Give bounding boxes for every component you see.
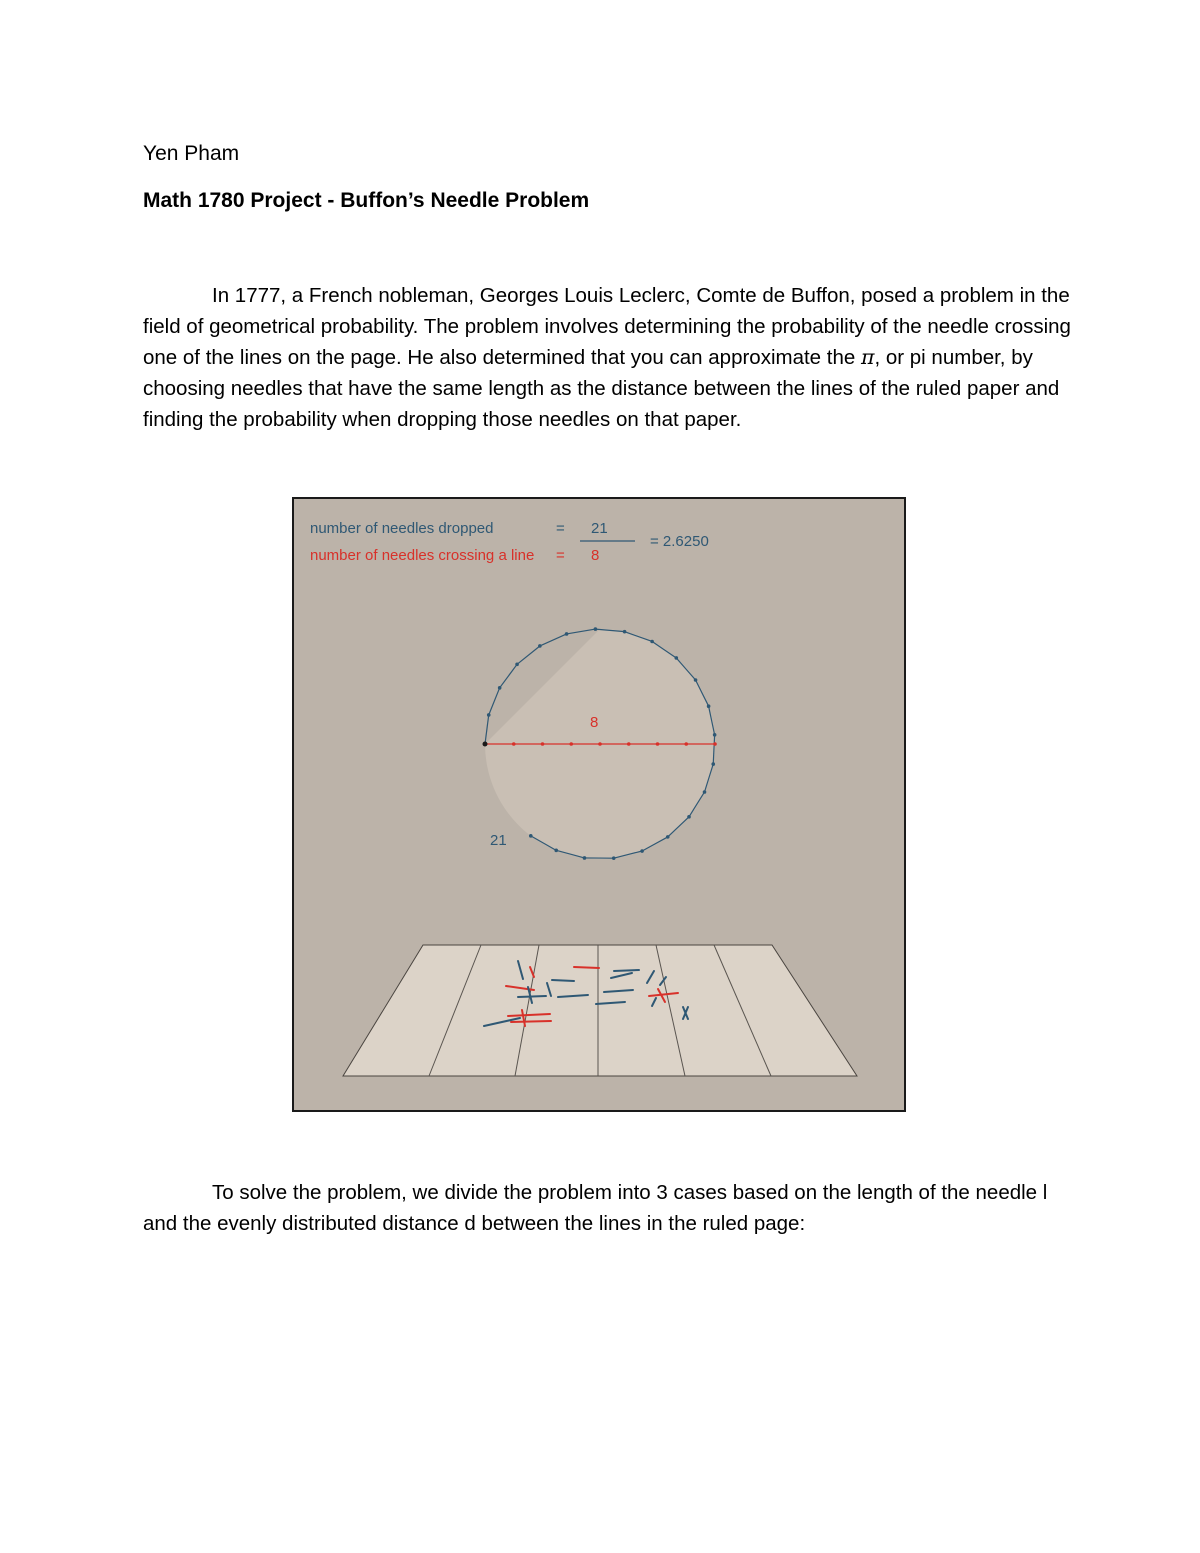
needles-dropped-value: 21 [591, 520, 608, 537]
diameter-needle-joint [713, 742, 717, 746]
diameter-needle-joint [656, 742, 660, 746]
needle-circle [483, 627, 717, 860]
diameter-needle-joint [627, 742, 631, 746]
document-title: Math 1780 Project - Buffon’s Needle Problem [143, 189, 590, 212]
arc-needle-segment [500, 664, 517, 688]
needles-crossing-value: 8 [591, 547, 600, 564]
needle-blue [518, 996, 546, 997]
needle-blue [552, 980, 574, 981]
cases-intro-paragraph: To solve the problem, we divide the problem into 3 cases based on the length of the needle l and the evenly distributed distance d between the lines in the ruled page: [143, 1181, 1048, 1235]
diameter-needle-joint [598, 742, 602, 746]
arc-needle-segment [567, 629, 596, 634]
intro-text-part2: , or pi number, by choosing needles that have the same length as the distance between the lines of the ruled paper and finding the probability when dropping those needles on that paper. [143, 346, 1060, 431]
arc-needle-segment [540, 634, 567, 646]
arc-needle-segment [485, 715, 489, 744]
intro-paragraph [143, 280, 1073, 435]
paper-sheet [343, 945, 857, 1076]
arc-needle-joint [529, 834, 533, 838]
simulation-canvas [294, 499, 904, 1110]
pi-symbol: π [860, 345, 875, 369]
diameter-needle-joint [483, 742, 488, 747]
arc-needle-segment [517, 646, 540, 664]
needles-dropped-label: number of needles dropped [310, 520, 494, 537]
author-name: Yen Pham [143, 142, 240, 165]
crossing-equals-sign: = [556, 547, 565, 564]
intro-text-part1: In 1777, a French nobleman, Georges Louis Leclerc, Comte de Buffon, posed a problem in the field of geometrical probability. The problem involves determining the probability of the needle crossing one of the lines on the page. He also determined that you can approximate the [143, 284, 1071, 369]
diameter-needle-joint [569, 742, 573, 746]
needle-blue [614, 970, 639, 971]
needles-crossing-label: number of needles crossing a line [310, 547, 535, 564]
needle-red [574, 967, 599, 968]
diameter-needle-joint [684, 742, 688, 746]
diameter-needle-joint [541, 742, 545, 746]
dropped-equals-sign: = [556, 520, 565, 537]
circle-crossing-count: 8 [590, 714, 599, 731]
diameter-needle-joint [512, 742, 516, 746]
ruled-paper [343, 945, 857, 1076]
ratio-result: = 2.6250 [650, 533, 709, 550]
circle-dropped-count: 21 [490, 832, 507, 849]
needle-red [511, 1021, 551, 1022]
buffon-needle-simulation-figure [292, 497, 906, 1112]
arc-needle-segment [489, 688, 500, 715]
